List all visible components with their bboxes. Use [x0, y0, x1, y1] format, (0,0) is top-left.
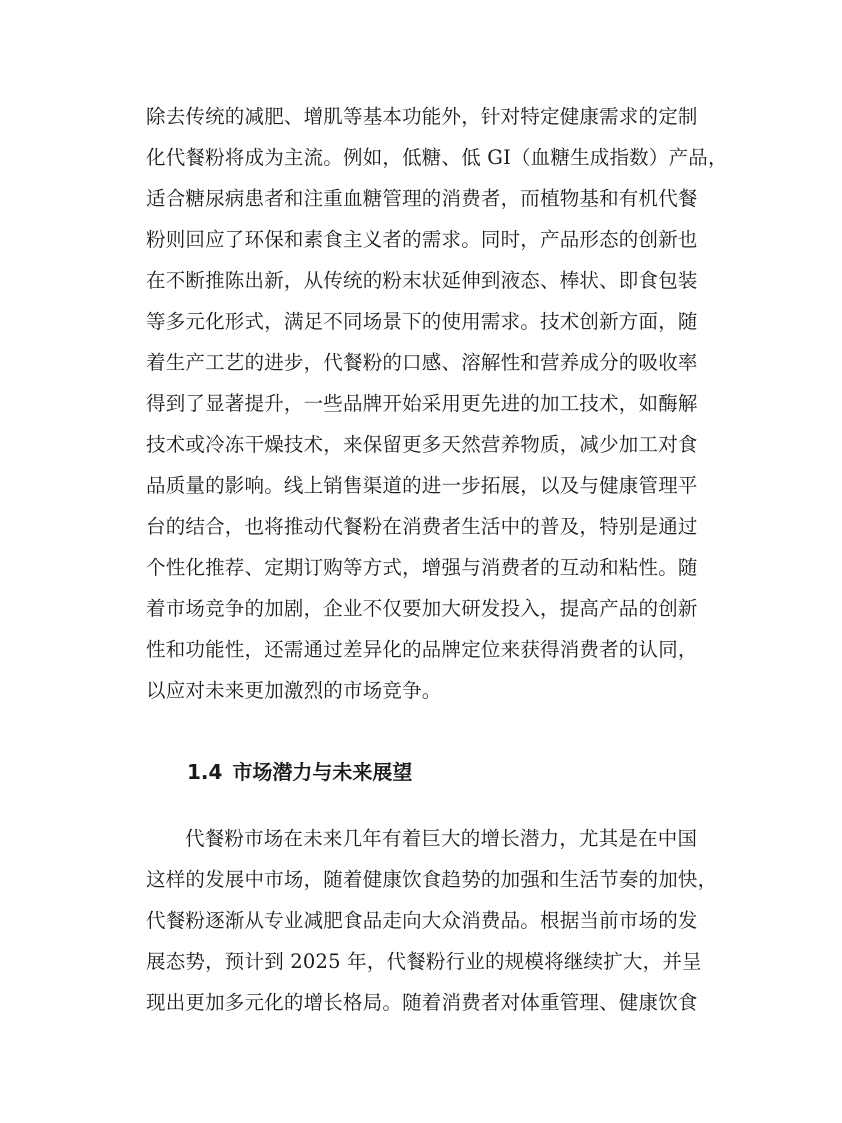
- text-line: 个性化推荐、定期订购等方式，增强与消费者的互动和粘性。随: [146, 556, 698, 579]
- text-line: 这样的发展中市场，随着健康饮食趋势的加强和生活节奏的加快，: [146, 868, 718, 891]
- text-line: 台的结合，也将推动代餐粉在消费者生活中的普及，特别是通过: [146, 515, 698, 538]
- text-line: 代餐粉逐渐从专业减肥食品走向大众消费品。根据当前市场的发: [146, 909, 698, 932]
- text-line: 着市场竞争的加剧，企业不仅要加大研发投入，提高产品的创新: [146, 597, 698, 620]
- section-heading: [187, 758, 412, 786]
- text-line: 在不断推陈出新，从传统的粉末状延伸到液态、棒状、即食包装: [146, 269, 698, 292]
- section-title: 市场潜力与未来展望: [232, 760, 413, 784]
- text-line: 化代餐粉将成为主流。例如，低糖、低 GI（血糖生成指数）产品，: [146, 146, 728, 169]
- text-line: 等多元化形式，满足不同场景下的使用需求。技术创新方面，随: [146, 310, 698, 333]
- section-number: 1.4: [187, 760, 223, 784]
- text-line: 现出更加多元化的增长格局。随着消费者对体重管理、健康饮食: [146, 991, 698, 1014]
- text-line: 粉则回应了环保和素食主义者的需求。同时，产品形态的创新也: [146, 228, 698, 251]
- text-line: 以应对未来更加激烈的市场竞争。: [146, 679, 442, 702]
- text-line: 技术或冷冻干燥技术，来保留更多天然营养物质，减少加工对食: [146, 433, 698, 456]
- text-line: 展态势，预计到 2025 年，代餐粉行业的规模将继续扩大，并呈: [146, 950, 702, 973]
- text-line: 代餐粉市场在未来几年有着巨大的增长潜力，尤其是在中国: [185, 827, 698, 850]
- text-line: 品质量的影响。线上销售渠道的进一步拓展，以及与健康管理平: [146, 474, 698, 497]
- text-line: 着生产工艺的进步，代餐粉的口感、溶解性和营养成分的吸收率: [146, 351, 698, 374]
- text-line: 适合糖尿病患者和注重血糖管理的消费者，而植物基和有机代餐: [146, 187, 698, 210]
- text-line: 除去传统的减肥、增肌等基本功能外，针对特定健康需求的定制: [146, 105, 698, 128]
- text-line: 性和功能性，还需通过差异化的品牌定位来获得消费者的认同，: [146, 638, 698, 661]
- text-line: 得到了显著提升，一些品牌开始采用更先进的加工技术，如酶解: [146, 392, 698, 415]
